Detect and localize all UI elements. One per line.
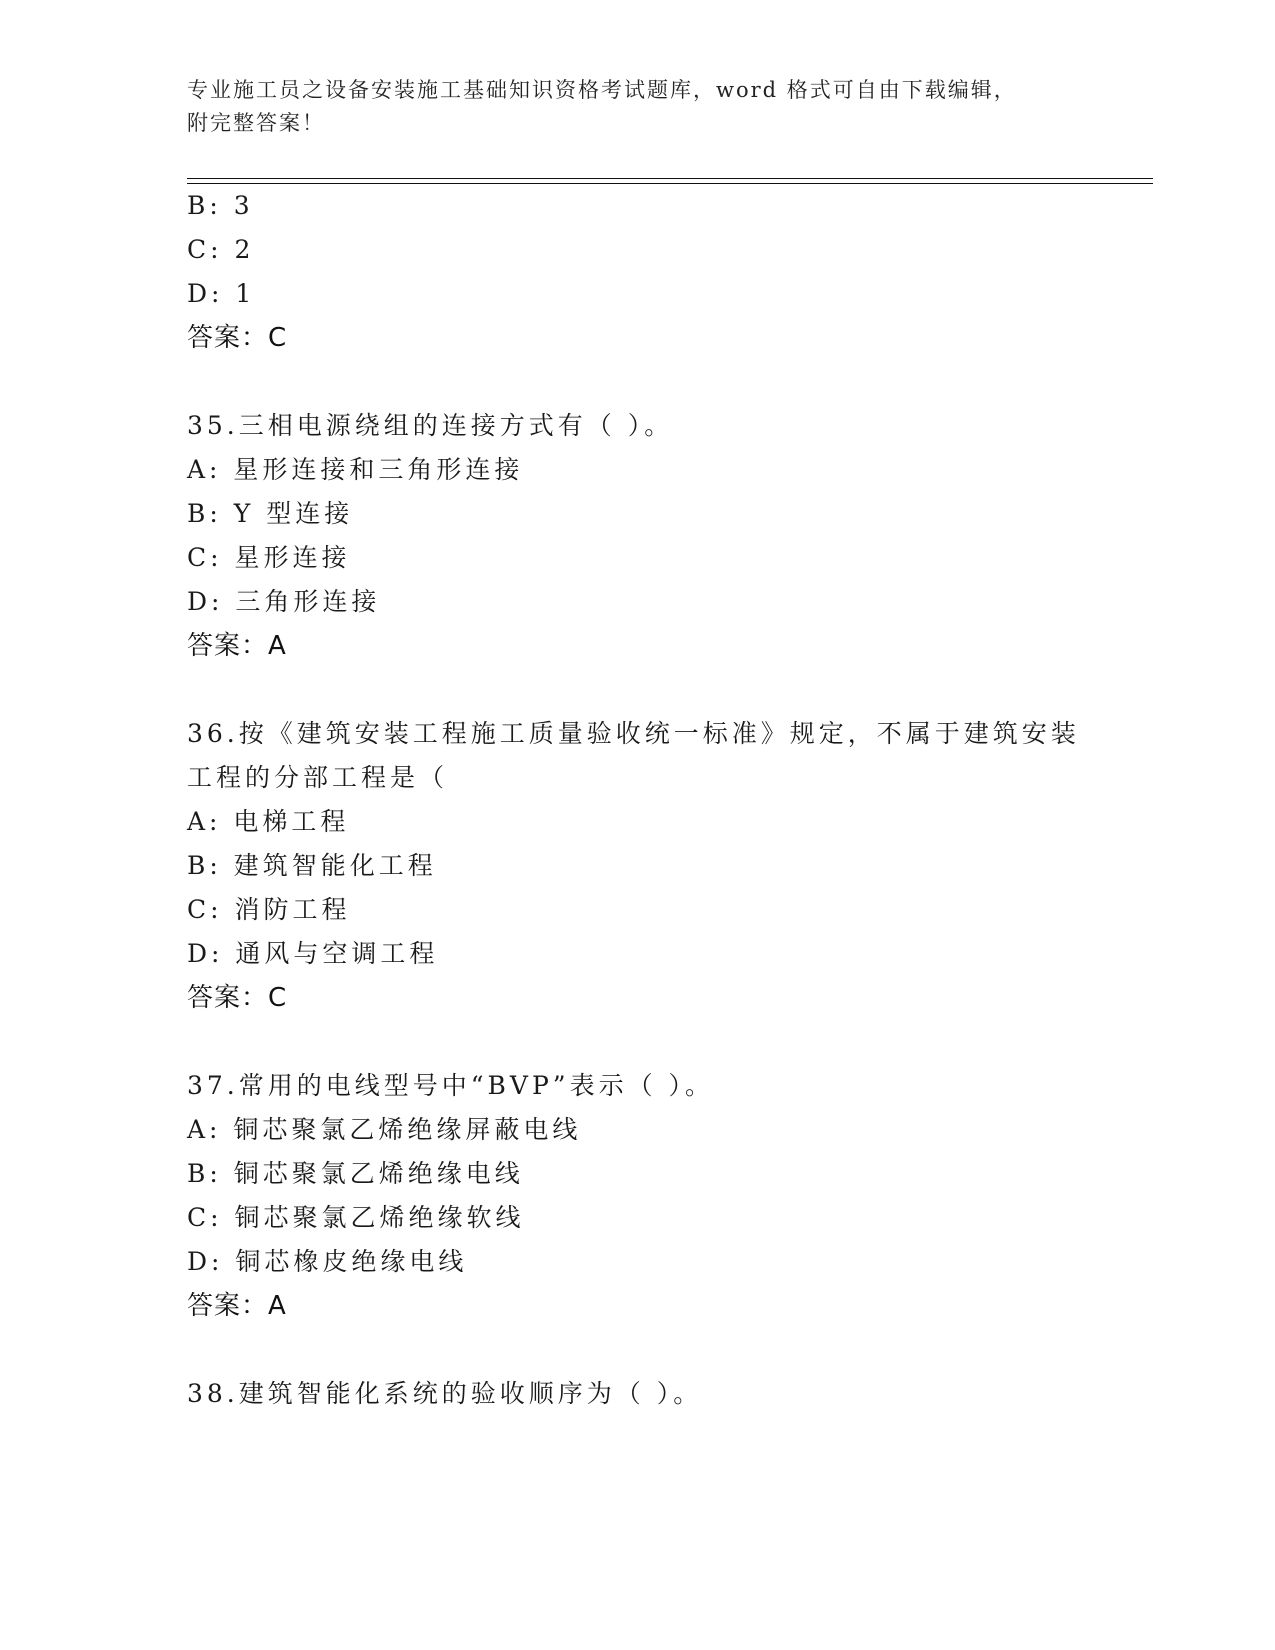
answer: 答案：A	[187, 631, 287, 661]
question-stem-line-1: 36.按《建筑安装工程施工质量验收统一标准》规定，不属于建筑安装	[187, 719, 1080, 748]
question-stem-line-2: 工程的分部工程是（	[187, 763, 449, 792]
answer: 答案：C	[187, 983, 288, 1013]
header-line-1: 专业施工员之设备安装施工基础知识资格考试题库，word 格式可自由下载编辑，	[187, 78, 1017, 102]
document-header	[187, 74, 1087, 140]
option-c: C: 2	[187, 235, 255, 264]
option-a: A: 铜芯聚氯乙烯绝缘屏蔽电线	[187, 1115, 582, 1144]
answer: 答案：C	[187, 323, 288, 353]
option-c: C: 消防工程	[187, 895, 351, 924]
option-d: D: 通风与空调工程	[187, 939, 439, 968]
answer: 答案：A	[187, 1291, 287, 1321]
option-d: D: 铜芯橡皮绝缘电线	[187, 1247, 468, 1276]
option-b: B: 铜芯聚氯乙烯绝缘电线	[187, 1159, 524, 1188]
option-d: D: 三角形连接	[187, 587, 381, 616]
option-b: B: Y 型连接	[187, 499, 354, 528]
option-c: C: 铜芯聚氯乙烯绝缘软线	[187, 1203, 525, 1232]
option-a: A: 电梯工程	[187, 807, 350, 836]
option-c: C: 星形连接	[187, 543, 351, 572]
option-b: B: 建筑智能化工程	[187, 851, 437, 880]
question-stem: 37.常用的电线型号中“BVP”表示（ ）。	[187, 1071, 715, 1100]
option-a: A: 星形连接和三角形连接	[187, 455, 524, 484]
question-stem: 38.建筑智能化系统的验收顺序为（ ）。	[187, 1379, 703, 1408]
header-line-2: 附完整答案！	[187, 111, 325, 135]
question-stem: 35.三相电源绕组的连接方式有（ ）。	[187, 411, 674, 440]
header-divider	[187, 178, 1153, 184]
option-b: B: 3	[187, 191, 254, 220]
option-d: D: 1	[187, 279, 256, 308]
